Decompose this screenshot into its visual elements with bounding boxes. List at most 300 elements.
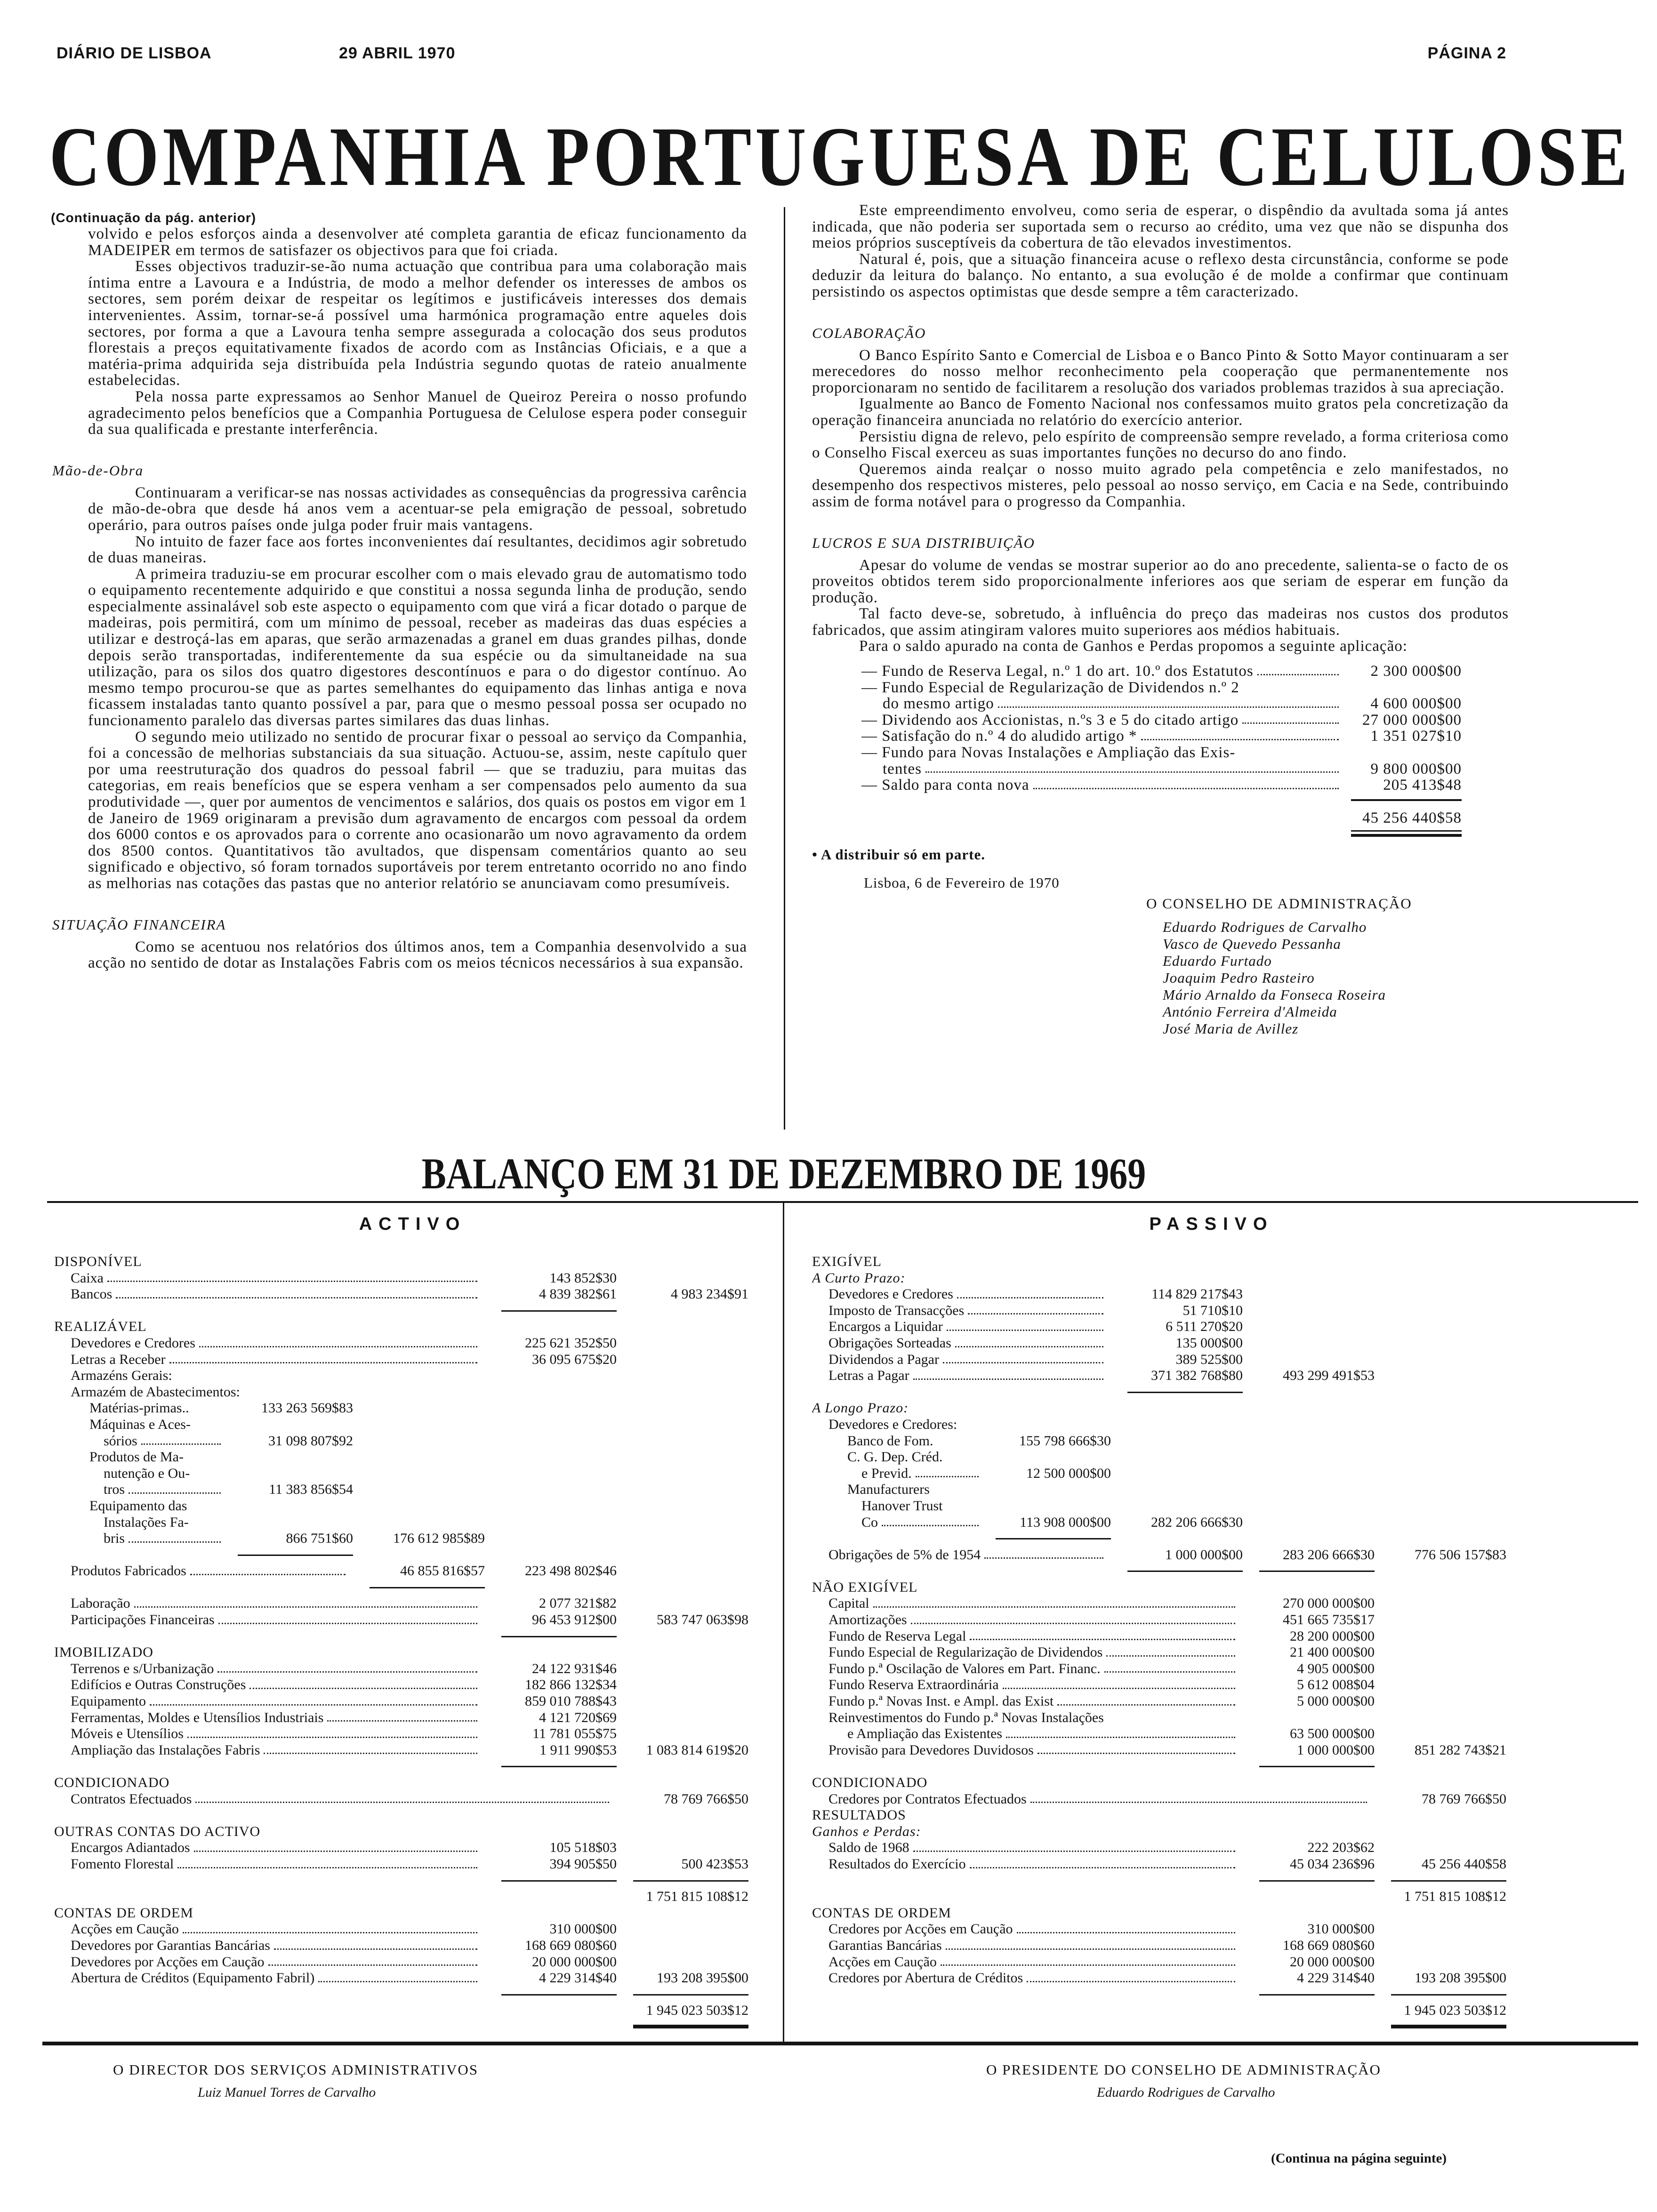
paragraph: O Banco Espírito Santo e Comercial de Lisboa e o Banco Pinto & Sotto Mayor continuaram a ser merecedores do nosso melhor reconhecimento pela cooperação que permanentemente nos proporcionaram no sentido de facilitarem a resolução dos variados problemas trazidos à sua apreciação.: [812, 346, 1509, 396]
dot-leader: [190, 1563, 346, 1575]
account-name: Garantias Bancárias: [828, 1937, 942, 1953]
account-name: Devedores e Credores: [71, 1335, 195, 1351]
account-name: Devedores e Credores:: [828, 1416, 957, 1432]
dot-leader: [873, 1595, 1235, 1608]
dot-leader: [916, 1466, 979, 1478]
balance-row: [42, 1807, 767, 1824]
account-name: Ferramentas, Moldes e Utensílios Industriais: [71, 1709, 324, 1725]
amount-c: 96 453 912$00: [532, 1612, 617, 1628]
amount-c: 168 669 080$60: [525, 1937, 617, 1953]
account-label: [71, 1612, 480, 1628]
balance-row: [800, 1612, 1525, 1628]
balance-row: [800, 2003, 1525, 2019]
account-label: [828, 1644, 1238, 1661]
allocation-amount: 2 300 000$00: [1370, 663, 1462, 680]
account-label: [71, 1742, 480, 1759]
amount-d: 500 423$53: [681, 1856, 748, 1872]
subtotal-rule: [1127, 1392, 1243, 1393]
balance-row: [800, 1547, 1525, 1563]
allocation-label: [883, 761, 1342, 777]
mao-de-obra-text: [88, 485, 747, 892]
allocation-item: [791, 777, 1469, 793]
allocation-label: [861, 777, 1342, 793]
board-member: Eduardo Rodrigues de Carvalho: [1163, 918, 1367, 935]
balance-row: [800, 1970, 1525, 1987]
board-member: Vasco de Quevedo Pessanha: [1163, 935, 1341, 952]
account-label: [71, 1563, 348, 1579]
dot-leader: [264, 1742, 477, 1755]
account-name: Terrenos e s/Urbanização: [71, 1660, 214, 1676]
account-name: e Ampliação das Existentes: [847, 1726, 1003, 1742]
balance-rule-row: [800, 1563, 1525, 1579]
amount-b: 114 829 217$43: [1151, 1286, 1243, 1302]
paragraph: Natural é, pois, que a situação financeira acuse o reflexo desta circunstância, conforme se pode deduzir da leitura do balanço. No entanto, a sua evolução é de molde a confirmar que continuam persistindo os aspectos optimistas que desde sempre a têm caracterizado.: [812, 250, 1509, 300]
allocation-text: — Fundo para Novas Instalações e Ampliação das Exis-: [861, 745, 1236, 761]
account-label: [812, 1270, 1506, 1287]
dot-leader: [1003, 1677, 1235, 1689]
balance-row: [42, 1417, 767, 1433]
amount-d: 45 256 440$58: [1422, 1856, 1506, 1872]
allocation-label: [861, 663, 1342, 680]
subtotal-rule: [1391, 1880, 1506, 1882]
paragraph: volvido e pelos esforços ainda a desenvolver até completa garantia de eficaz funcionamento da MADEIPER em termos de satisfazer os objectivos para que foi criada.: [88, 225, 747, 259]
balance-row: [42, 1921, 767, 1938]
account-name: RESULTADOS: [812, 1807, 906, 1823]
subtotal-rule: [1259, 1571, 1375, 1572]
account-label: [828, 1612, 1238, 1628]
account-name: Imposto de Transacções: [828, 1302, 965, 1318]
account-name: Provisão para Devedores Duvidosos: [828, 1742, 1034, 1758]
balance-rule-row: [800, 1384, 1525, 1401]
passivo-table: [800, 1254, 1525, 2036]
section-heading-colaboracao: COLABORAÇÃO: [812, 324, 926, 341]
dot-leader: [249, 1677, 477, 1689]
amount-d: 851 282 743$21: [1415, 1742, 1506, 1758]
dot-leader: [943, 1352, 1103, 1364]
account-name: Reinvestimentos do Fundo p.ª Novas Instalações: [828, 1709, 1104, 1725]
dot-leader: [1027, 1970, 1235, 1982]
balance-row: [42, 1726, 767, 1742]
allocation-label: [861, 745, 1342, 761]
dot-leader: [947, 1319, 1103, 1331]
colaboracao-text: [812, 347, 1509, 510]
balance-row: [42, 1531, 767, 1547]
balance-row: [800, 1286, 1525, 1303]
account-label: [861, 1515, 981, 1531]
continues-note: (Continua na página seguinte): [1271, 2151, 1447, 2166]
account-name: Instalações Fa-: [104, 1514, 189, 1530]
account-name: OUTRAS CONTAS DO ACTIVO: [54, 1823, 261, 1839]
account-name: Equipamento: [71, 1693, 146, 1709]
paragraph: No intuito de fazer face aos fortes inconvenientes daí resultantes, decidimos agir sobretudo de duas maneiras.: [88, 533, 747, 567]
account-label: [828, 1742, 1238, 1759]
account-label: [828, 1970, 1238, 1987]
amount-c: 1 911 990$53: [539, 1742, 617, 1758]
account-label: [71, 1921, 480, 1938]
account-label: [812, 1807, 1506, 1824]
allocation-text: tentes: [883, 761, 922, 777]
account-name: C. G. Dep. Créd.: [847, 1449, 943, 1465]
allocation-amount: 9 800 000$00: [1370, 760, 1462, 777]
account-name: Devedores por Garantias Bancárias: [71, 1937, 270, 1953]
dot-leader: [116, 1286, 477, 1298]
account-name: Fundo p.ª Novas Inst. e Ampl. das Exist: [828, 1693, 1054, 1709]
amount-c: 270 000 000$00: [1283, 1595, 1375, 1611]
account-name: CONDICIONADO: [54, 1775, 170, 1790]
allocation-amount: 27 000 000$00: [1362, 711, 1462, 729]
amount-d: 583 747 063$98: [657, 1612, 748, 1628]
dot-leader: [195, 1791, 609, 1803]
dot-leader: [187, 1726, 477, 1738]
paragraph: O segundo meio utilizado no sentido de procurar fixar o pessoal ao serviço da Companhia, foi a concessão de melhorias substanciais da sua situação. Actuou-se, assim, neste capítulo quer por uma reestruturação dos quadros do pessoal fabril — que se traduziu, para muitas das categorias, em reais benefícios que se espera venham a ser compensados pelo aumento da sua produtividade —, quer por aumentos de vencimentos e salários, dos quais os postos em vigor em 1 de Janeiro de 1969 originaram a previsão dum agravamento de encargos com pessoal da ordem dos 6000 contos e os aprovados para o corrente ano ocasionarão um novo agravamento da ordem dos 8500 contos. Quantitativos tão avultados, que dispensam comentários quanto ao seu significado e objectivo, só foram tornados suportáveis por terem entretanto ocorrido no ano findo as melhorias nas cotações das pastas que no anterior relatório se anunciavam como presumíveis.: [88, 728, 747, 892]
section-heading-mao-de-obra: Mão-de-Obra: [52, 462, 144, 479]
dot-leader: [274, 1938, 477, 1950]
dot-leader: [911, 1612, 1235, 1624]
dot-leader: [1106, 1644, 1235, 1657]
account-name: REALIZÁVEL: [54, 1319, 147, 1335]
allocation-label: [861, 680, 1342, 696]
account-name: Credores por Acções em Caução: [828, 1921, 1013, 1937]
subtotal-rule: [501, 1636, 617, 1637]
dot-leader: [327, 1710, 477, 1722]
balance-row: [42, 1661, 767, 1677]
balance-row: [800, 1498, 1525, 1515]
amount-d: 1 751 815 108$12: [1404, 1889, 1506, 1905]
allocation-total-block: [812, 797, 1509, 844]
allocation-amount: 1 351 027$10: [1370, 728, 1462, 745]
dot-leader: [957, 1286, 1103, 1298]
dot-leader: [218, 1612, 477, 1624]
account-label: [828, 1352, 1106, 1368]
balance-row: [42, 1368, 767, 1384]
account-name: Manufacturers: [847, 1482, 930, 1498]
account-label: [828, 1286, 1106, 1303]
balance-row: [42, 1335, 767, 1352]
director-title: O DIRECTOR DOS SERVIÇOS ADMINISTRATIVOS: [113, 2061, 478, 2078]
dot-leader: [1242, 712, 1339, 724]
account-label: [54, 1824, 748, 1840]
dot-leader: [913, 1368, 1103, 1380]
dot-leader: [134, 1595, 477, 1608]
balance-row: [42, 1970, 767, 1987]
account-name: Letras a Pagar: [828, 1368, 909, 1384]
balance-sheet-title: BALANÇO EM 31 DE DEZEMBRO DE 1969: [421, 1149, 1146, 1198]
account-label: [861, 1498, 1506, 1515]
subtotal-rule: [501, 1994, 617, 1996]
account-label: [861, 1466, 981, 1482]
account-name: NÃO EXIGÍVEL: [812, 1579, 918, 1595]
account-name: Credores por Abertura de Créditos: [828, 1970, 1023, 1986]
balance-row: [800, 1710, 1525, 1726]
allocation-text: do mesmo artigo: [883, 696, 994, 712]
account-label: [828, 1319, 1106, 1335]
balance-row: [800, 1433, 1525, 1450]
account-name: Máquinas e Aces-: [89, 1416, 191, 1432]
dot-leader: [882, 1515, 979, 1527]
amount-b: 371 382 768$80: [1151, 1368, 1243, 1384]
account-label: [54, 1775, 748, 1791]
amount-c: 63 500 000$00: [1290, 1726, 1375, 1742]
board-member: António Ferreira d'Almeida: [1163, 1003, 1337, 1020]
dot-leader: [194, 1840, 477, 1852]
amount-c: 20 000 000$00: [532, 1954, 617, 1970]
allocation-item: [791, 728, 1469, 745]
account-label: [812, 1400, 1506, 1417]
account-name: IMOBILIZADO: [54, 1644, 153, 1660]
paragraph: Apesar do volume de vendas se mostrar superior ao do ano precedente, salienta-se o facto de os proveitos obtidos terem sido proporcionalmente inferiores aos que seriam de esperar em função da produção.: [812, 556, 1509, 606]
dot-leader: [1006, 1726, 1235, 1738]
amount-c: 451 665 735$17: [1283, 1612, 1375, 1628]
account-label: [828, 1856, 1238, 1873]
balance-row: [800, 1693, 1525, 1710]
amount-b: 46 855 816$57: [400, 1563, 485, 1579]
allocation-label: [861, 712, 1342, 729]
paragraph: Continuaram a verificar-se nas nossas actividades as consequências da progressiva carência de mão-de-obra que desde há anos vem a acentuar-se pela emigração de pessoal, sobretudo operário, para outros países onde julga poder fruir mais vantagens.: [88, 484, 747, 534]
amount-d: 4 983 234$91: [671, 1286, 748, 1302]
balance-row: [42, 1352, 767, 1368]
dot-leader: [141, 1433, 221, 1445]
balance-row: [800, 1791, 1525, 1808]
balance-row: [42, 1466, 767, 1482]
amount-b: 1 000 000$00: [1165, 1547, 1243, 1563]
account-label: [828, 1547, 1106, 1563]
account-label: [847, 1726, 1238, 1742]
account-label: [54, 1254, 748, 1270]
subtotal-rule: [633, 1880, 748, 1882]
dot-leader: [1057, 1693, 1235, 1706]
amount-d: 78 769 766$50: [664, 1791, 748, 1807]
balance-row: [42, 1319, 767, 1335]
amount-d: 78 769 766$50: [1422, 1791, 1506, 1807]
amount-c: 493 299 491$53: [1283, 1368, 1375, 1384]
balance-row: [800, 1319, 1525, 1335]
amount-d: 193 208 395$00: [1415, 1970, 1506, 1986]
balance-row: [42, 1693, 767, 1710]
account-name: Móveis e Utensílios: [71, 1726, 184, 1742]
total-rule: [1351, 799, 1462, 801]
account-label: [71, 1938, 480, 1954]
paragraph: Queremos ainda realçar o nosso muito agrado pela competência e zelo manifestados, no desempenho dos respectivos misteres, pelo pessoal ao nosso serviço, em Cacia e na Sede, contribuindo assim de forma notável para o progresso da Companhia.: [812, 460, 1509, 510]
account-label: [71, 1286, 480, 1303]
lucros-text: [812, 557, 1509, 655]
balance-row: [42, 1498, 767, 1515]
balance-row: [800, 1921, 1525, 1938]
account-name: Capital: [828, 1595, 869, 1611]
balance-row: [42, 1710, 767, 1726]
account-name: Co: [861, 1514, 878, 1530]
amount-a: 11 383 856$54: [269, 1482, 353, 1498]
allocation-text: — Saldo para conta nova: [861, 777, 1030, 793]
amount-d: 1 945 023 503$12: [646, 2003, 748, 2019]
allocation-item: [791, 712, 1469, 729]
balance-row: [42, 1254, 767, 1270]
page-number: PÁGINA 2: [1427, 44, 1506, 62]
balance-rule-row: [800, 1758, 1525, 1775]
dot-leader: [177, 1856, 477, 1868]
account-label: [847, 1449, 1506, 1466]
account-name: Produtos de Ma-: [89, 1449, 184, 1465]
amount-c: 45 034 236$96: [1290, 1856, 1375, 1872]
amount-c: 310 000$00: [1307, 1921, 1375, 1937]
account-label: [54, 1319, 748, 1335]
amount-c: 24 122 931$46: [532, 1660, 617, 1676]
balance-row: [800, 1889, 1525, 1905]
balance-row: [42, 1791, 767, 1808]
allocation-text: — Fundo de Reserva Legal, n.º 1 do art. 10.º dos Estatutos: [861, 663, 1254, 680]
allocation-text: — Satisfação do n.º 4 do aludido artigo *: [861, 728, 1137, 745]
account-label: [89, 1417, 748, 1433]
account-label: [828, 1368, 1106, 1384]
amount-b: 135 000$00: [1175, 1335, 1243, 1351]
dot-leader: [217, 1661, 477, 1673]
amount-d: 776 506 157$83: [1415, 1547, 1506, 1563]
account-label: [828, 1303, 1106, 1319]
amount-c: 283 206 666$30: [1283, 1547, 1375, 1563]
amount-c: 168 669 080$60: [1283, 1937, 1375, 1953]
account-name: EXIGÍVEL: [812, 1254, 882, 1269]
amount-c: 2 077 321$82: [539, 1595, 617, 1611]
amount-c: 105 518$03: [549, 1840, 617, 1856]
account-label: [89, 1498, 748, 1515]
paragraph: A primeira traduziu-se em procurar escolher com o mais elevado grau de automatismo todo o equipamento recentemente adquirido e que constitui a nossa segunda linha de produção, sendo especialmente assinalável sob este aspecto o equipamento com que virá a ficar dotado o parque de madeiras, pois permitirá, com um mínimo de pessoal, receber as madeiras das duas espécies a utilizar e destroçá-las em aparas, que serão armazenadas a granel em duas grandes pilhas, donde depois serão transportadas, indiferentemente da sua espécie ou da simultaneidade na sua utilização, para os silos dos quatro digestores descontínuos e para o do digestor contínuo. Ao mesmo tempo procurou-se que as partes semelhantes do equipamento das linhas antiga e nova ficassem instaladas tanto quanto possível a par, para que o mesmo pessoal possa ser ocupado no funcionamento paralelo das diversas partes similares das duas linhas.: [88, 565, 747, 729]
subtotal-rule: [501, 1880, 617, 1882]
amount-c: 4 229 314$40: [1297, 1970, 1375, 1986]
allocation-amount: 205 413$48: [1383, 777, 1462, 794]
balance-row: [42, 2003, 767, 2019]
balance-row: [42, 1938, 767, 1954]
account-name: Produtos Fabricados: [71, 1563, 186, 1579]
amount-a: 155 798 666$30: [1019, 1433, 1111, 1449]
dot-leader: [318, 1970, 477, 1982]
subtotal-rule: [370, 1587, 485, 1588]
balance-rule-row: [800, 2019, 1525, 2036]
account-name: Fundo p.ª Oscilação de Valores em Part. Financ.: [828, 1660, 1101, 1676]
right-column: [812, 202, 1509, 1037]
subtotal-rule: [1259, 1994, 1375, 1996]
balance-row: [800, 1368, 1525, 1384]
amount-c: 4 839 382$61: [539, 1286, 617, 1302]
paragraph: Para o saldo apurado na conta de Ganhos e Perdas propomos a seguinte aplicação:: [859, 638, 1408, 655]
amount-c: 21 400 000$00: [1290, 1644, 1375, 1660]
account-label: [89, 1449, 748, 1466]
account-name: A Longo Prazo:: [812, 1400, 909, 1416]
account-name: Acções em Caução: [71, 1921, 179, 1937]
subtotal-rule: [1391, 1994, 1506, 1996]
account-label: [828, 1661, 1238, 1677]
balance-row: [800, 1449, 1525, 1466]
account-label: [71, 1384, 748, 1401]
balance-rule-row: [42, 1628, 767, 1645]
allocation-item: [791, 761, 1469, 777]
total-double-rule: [1351, 830, 1462, 832]
account-name: Saldo de 1968: [828, 1840, 909, 1856]
amount-c: 310 000$00: [549, 1921, 617, 1937]
account-label: [89, 1400, 224, 1417]
allocation-item: [791, 745, 1469, 761]
account-name: sórios: [104, 1433, 137, 1449]
left-column: [51, 210, 747, 972]
allocation-label: [861, 728, 1342, 745]
total-double-rule-heavy: [1351, 834, 1462, 837]
account-name: Contratos Efectuados: [71, 1791, 192, 1807]
subtotal-rule: [1259, 1880, 1375, 1882]
balance-row: [800, 1515, 1525, 1531]
balance-rule-row: [42, 1303, 767, 1319]
account-label: [71, 1368, 748, 1384]
account-label: [828, 1938, 1238, 1954]
account-name: Matérias-primas..: [89, 1400, 189, 1416]
balance-row: [800, 1270, 1525, 1287]
account-label: [812, 1905, 1506, 1922]
paragraph: Tal facto deve-se, sobretudo, à influência do preço das madeiras nos custos dos produtos fabricados, que assim atingiram valores muito superiores aos médios habituais.: [812, 605, 1509, 639]
board-member: José Maria de Avillez: [1163, 1020, 1299, 1037]
amount-c: 394 905$50: [549, 1856, 617, 1872]
dot-leader: [1017, 1921, 1235, 1933]
board-member: Eduardo Furtado: [1163, 952, 1272, 969]
balance-row: [800, 1775, 1525, 1791]
amount-b: 6 511 270$20: [1166, 1319, 1243, 1335]
director-name: Luiz Manuel Torres de Carvalho: [198, 2085, 376, 2100]
balance-row: [800, 1579, 1525, 1596]
right-intro-text: [812, 202, 1509, 300]
amount-c: 1 000 000$00: [1297, 1742, 1375, 1758]
balance-row: [800, 1938, 1525, 1954]
balance-rule-row: [42, 1987, 767, 2003]
account-name: Abertura de Créditos (Equipamento Fabril): [71, 1970, 315, 1986]
account-label: [71, 1954, 480, 1971]
president-name: Eduardo Rodrigues de Carvalho: [1097, 2085, 1275, 2100]
intro-text: [88, 226, 747, 438]
subtotal-rule: [501, 1310, 617, 1312]
balance-row: [800, 1595, 1525, 1612]
amount-c: 28 200 000$00: [1290, 1628, 1375, 1644]
board-member: Mário Arnaldo da Fonseca Roseira: [1163, 986, 1386, 1003]
balance-rule-row: [42, 1579, 767, 1596]
account-label: [71, 1352, 480, 1368]
account-label: [828, 1628, 1238, 1645]
amount-c: 222 203$62: [1307, 1840, 1375, 1856]
balance-row: [800, 1400, 1525, 1417]
balance-row: [42, 1824, 767, 1840]
amount-c: 4 121 720$69: [539, 1709, 617, 1725]
amount-c: 20 000 000$00: [1290, 1954, 1375, 1970]
balance-center-divider: [783, 1201, 784, 2044]
balance-row: [800, 1661, 1525, 1677]
subtotal-rule: [501, 1766, 617, 1767]
account-label: [71, 1840, 480, 1856]
subtotal-rule: [1127, 1571, 1243, 1572]
paragraph: Como se acentuou nos relatórios dos últimos anos, tem a Companhia desenvolvido a sua acção no sentido de dotar as Instalações Fabris com os meios técnicos necessários à sua expansão.: [88, 938, 747, 972]
balance-row: [800, 1254, 1525, 1270]
balance-row: [800, 1742, 1525, 1759]
dot-leader: [984, 1547, 1103, 1559]
amount-d: 1 945 023 503$12: [1404, 2003, 1506, 2019]
balance-row: [42, 1905, 767, 1922]
account-name: Fundo Especial de Regularização de Dividendos: [828, 1644, 1103, 1660]
account-label: [71, 1791, 612, 1808]
account-label: [104, 1531, 224, 1547]
amount-a: 113 908 000$00: [1020, 1514, 1111, 1530]
dot-leader: [169, 1352, 477, 1364]
amount-c: 143 852$30: [549, 1270, 617, 1286]
account-label: [828, 1595, 1238, 1612]
subtotal-rule: [996, 1538, 1111, 1539]
balance-row: [800, 1303, 1525, 1319]
activo-table: [42, 1254, 767, 2036]
account-name: Participações Financeiras: [71, 1612, 215, 1628]
amount-c: 5 612 008$04: [1297, 1677, 1375, 1693]
amount-b: 282 206 666$30: [1151, 1514, 1243, 1530]
